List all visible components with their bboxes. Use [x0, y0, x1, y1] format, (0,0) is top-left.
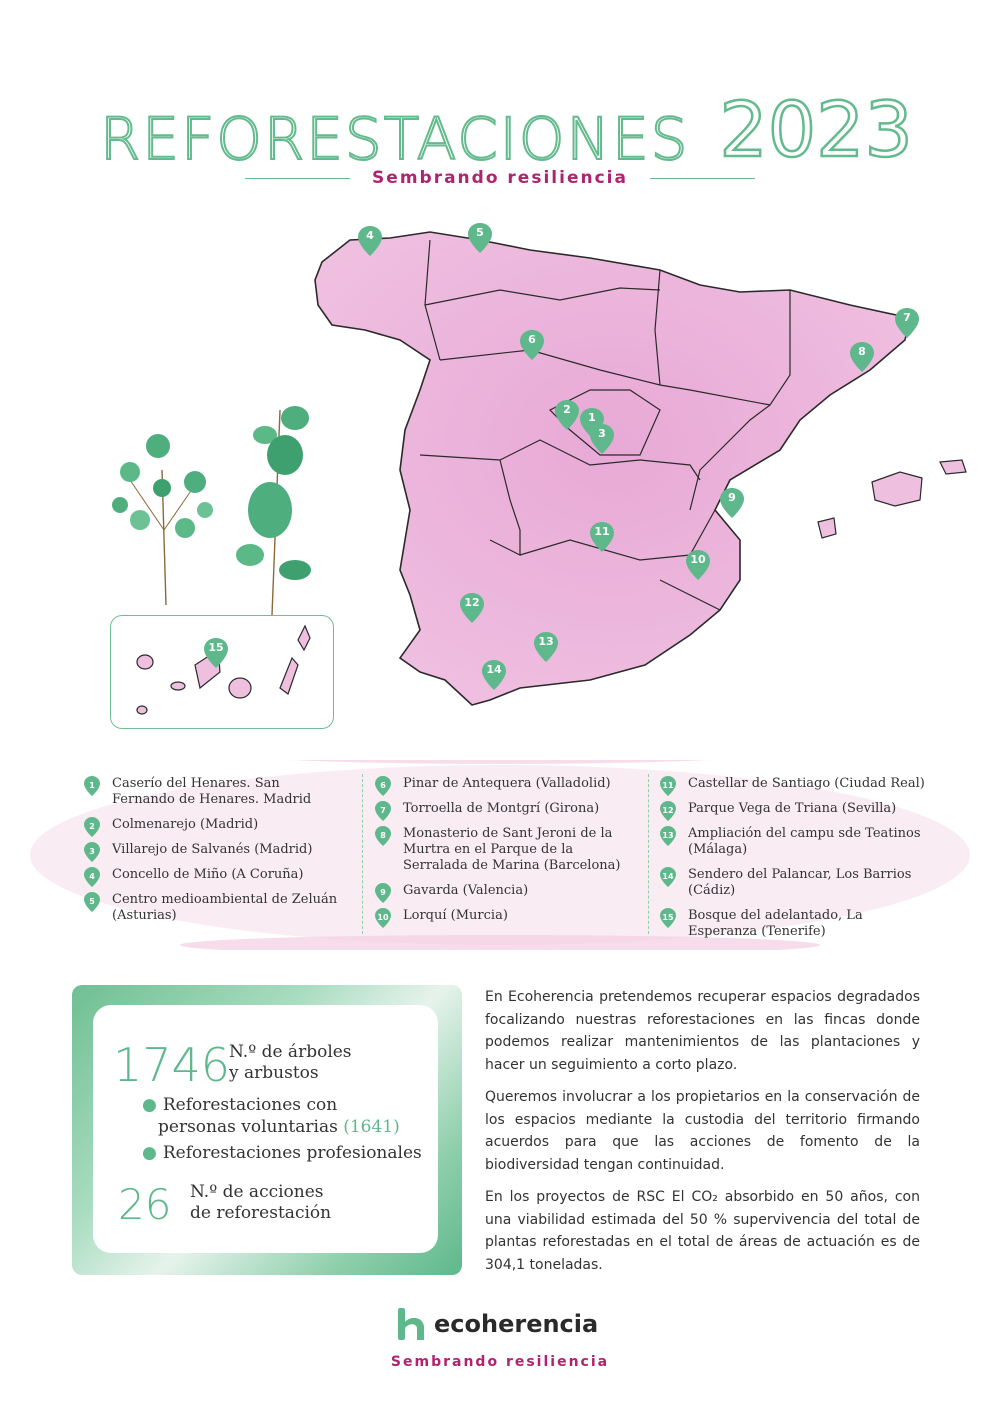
legend-item-15: 15 Bosque del adelantado, La Esperanza (Tenerife) [660, 908, 930, 940]
page-title [100, 78, 920, 174]
pin-icon: 9 [375, 883, 391, 903]
legend-item-3: 3 Villarejo de Salvanés (Madrid) [84, 842, 344, 858]
plant-illustration-left [112, 434, 213, 605]
legend-column-2 [375, 776, 630, 933]
title-text: REFORESTACIONES [100, 105, 690, 173]
subtitle [245, 164, 755, 192]
map-pin-4[interactable]: 4 [358, 226, 382, 256]
brand-name: ecoherencia [434, 1310, 599, 1338]
volunteers-count: (1641) [343, 1117, 400, 1137]
pin-icon: 6 [375, 776, 391, 796]
legend-item-11: 11 Castellar de Santiago (Ciudad Real) [660, 776, 930, 792]
map-pin-6[interactable]: 6 [520, 330, 544, 360]
bullet-volunteers: ● Reforestaciones con personas voluntarias (1641) [142, 1095, 400, 1137]
pin-icon: 2 [84, 817, 100, 837]
legend-item-8: 8 Monasterio de Sant Jeroni de la Murtra en el Parque de la Serralada de Marina (Barcelona) [375, 826, 630, 874]
map-pin-9[interactable]: 9 [720, 488, 744, 518]
map-pin-11[interactable]: 11 [590, 522, 614, 552]
map-pin-8[interactable]: 8 [850, 342, 874, 372]
legend-column-3 [660, 776, 930, 949]
map-pin-3[interactable]: 3 [590, 424, 614, 454]
trees-count: 1746 [113, 1038, 231, 1092]
plant-illustration-right [236, 406, 311, 615]
legend-item-7: 7 Torroella de Montgrí (Girona) [375, 801, 630, 817]
spain-map [100, 210, 980, 740]
footer-tagline: Sembrando resiliencia [390, 1354, 610, 1370]
bullet-professional: ● Reforestaciones profesionales [142, 1143, 422, 1163]
pin-icon: 7 [375, 801, 391, 821]
balearic-menorca [940, 460, 966, 474]
map-pin-13[interactable]: 13 [534, 632, 558, 662]
ecoherencia-logo-icon [396, 1306, 428, 1342]
pin-icon: 8 [375, 826, 391, 846]
pin-icon: 15 [660, 908, 676, 928]
bullet-dot-icon: ● [142, 1095, 157, 1115]
legend-item-2: 2 Colmenarejo (Madrid) [84, 817, 344, 833]
divider-left [245, 178, 350, 179]
footer-logo [396, 1304, 598, 1344]
legend-divider-2 [648, 774, 649, 934]
pin-icon: 4 [84, 867, 100, 887]
actions-count: 26 [118, 1180, 172, 1229]
pin-icon: 13 [660, 826, 676, 846]
legend-item-6: 6 Pinar de Antequera (Valladolid) [375, 776, 630, 792]
balearic-ibiza [818, 518, 836, 538]
title-year: 2023 [719, 85, 913, 174]
trees-label [229, 1042, 352, 1084]
actions-label-line-2: de reforestación [190, 1203, 332, 1223]
paragraph-1: En Ecoherencia pretendemos recuperar espacios degradados focalizando nuestras reforestaciones en las fincas donde podemos realizar mantenimientos de las plantaciones y hacer un seguimiento a corto plazo. [485, 989, 920, 1073]
description-text [485, 986, 920, 1286]
map-pin-7[interactable]: 7 [895, 308, 919, 338]
legend-item-12: 12 Parque Vega de Triana (Sevilla) [660, 801, 930, 817]
balearic-mallorca [872, 472, 922, 506]
legend-item-9: 9 Gavarda (Valencia) [375, 883, 630, 899]
actions-label-line-1: N.º de acciones [190, 1182, 324, 1202]
pin-icon: 12 [660, 801, 676, 821]
paragraph-2: Queremos involucrar a los propietarios en la conservación de los espacios mediante la custodia del territorio firmando acuerdos para que las acciones de fomento de la biodiversidad tengan continuidad. [485, 1089, 920, 1173]
actions-label [190, 1182, 331, 1224]
map-pin-15[interactable]: 15 [204, 638, 228, 668]
trees-label-line-1: N.º de árboles [229, 1042, 352, 1062]
trees-label-line-2: y arbustos [229, 1063, 319, 1083]
bullet-dot-icon: ● [142, 1143, 157, 1163]
legend-item-14: 14 Sendero del Palancar, Los Barrios (Cádiz) [660, 867, 930, 899]
pin-icon: 10 [375, 908, 391, 928]
pin-icon: 11 [660, 776, 676, 796]
legend-column-1 [84, 776, 344, 933]
divider-right [650, 178, 755, 179]
map-pin-10[interactable]: 10 [686, 550, 710, 580]
map-pin-14[interactable]: 14 [482, 660, 506, 690]
pin-icon: 1 [84, 776, 100, 796]
legend-item-5: 5 Centro medioambiental de Zeluán (Asturias) [84, 892, 344, 924]
pin-icon: 5 [84, 892, 100, 912]
legend-item-1: 1 Caserío del Henares. San Fernando de Henares. Madrid [84, 776, 344, 808]
canary-inset-frame [110, 615, 334, 729]
map-pin-2[interactable]: 2 [555, 400, 579, 430]
pin-icon: 14 [660, 867, 676, 887]
pin-icon: 3 [84, 842, 100, 862]
paragraph-3: En los proyectos de RSC El CO₂ absorbido en 50 años, con una viabilidad estimada del 50 % supervivencia del total de plantas reforestadas en el total de áreas de actuación es de 304,1 toneladas. [485, 1189, 920, 1273]
legend-divider-1 [362, 774, 363, 934]
map-pin-12[interactable]: 12 [460, 593, 484, 623]
legend-item-13: 13 Ampliación del campu sde Teatinos (Málaga) [660, 826, 930, 858]
subtitle-text: Sembrando resiliencia [372, 168, 628, 188]
legend-item-10: 10 Lorquí (Murcia) [375, 908, 630, 924]
mainland-shape [315, 232, 910, 705]
legend-item-4: 4 Concello de Miño (A Coruña) [84, 867, 344, 883]
map-pin-5[interactable]: 5 [468, 223, 492, 253]
map-pin-1[interactable]: 1 [580, 408, 604, 438]
